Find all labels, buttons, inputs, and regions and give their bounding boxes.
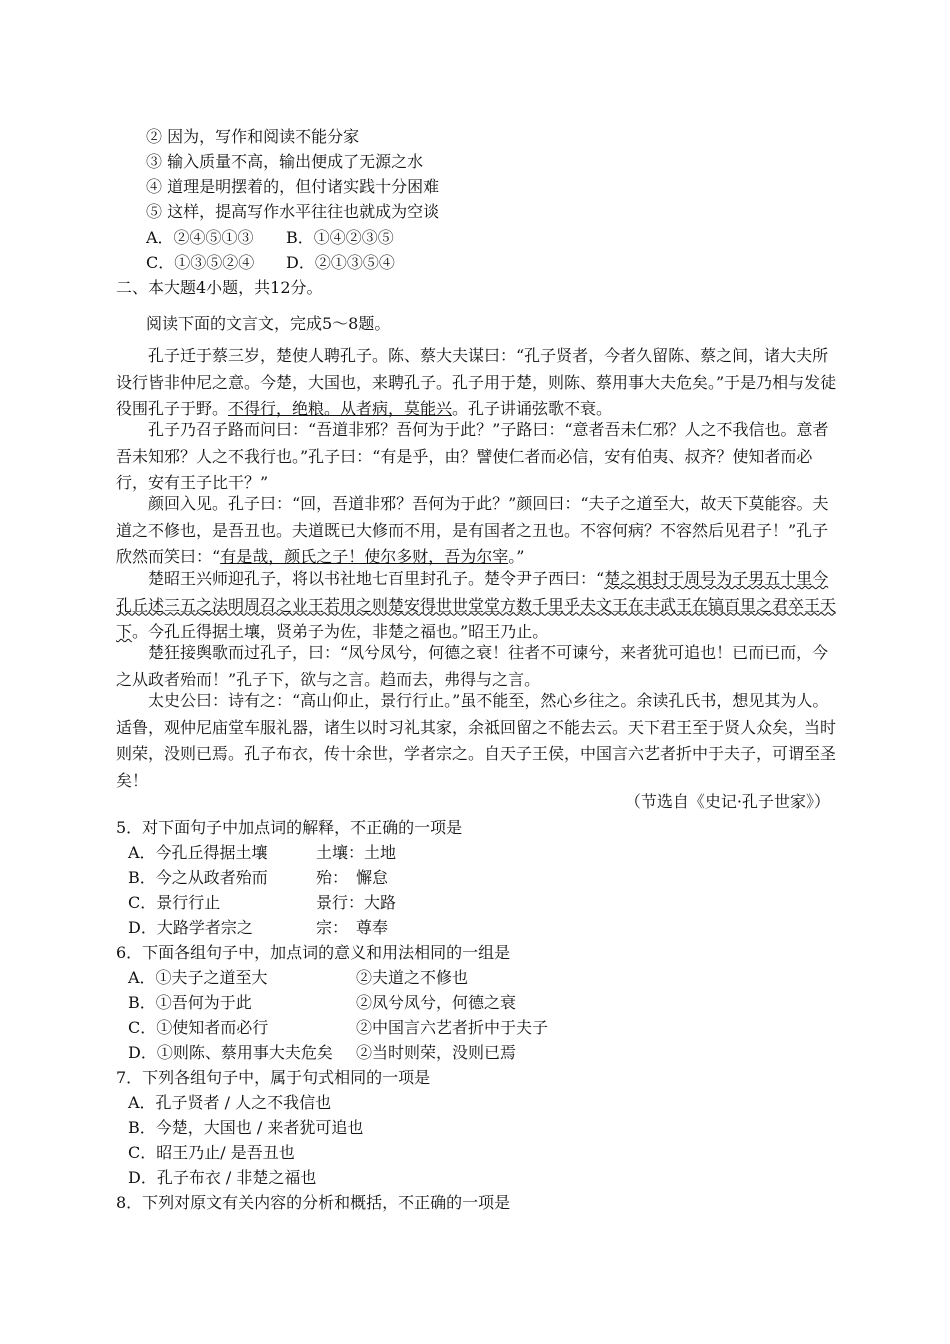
q7-option-b: B．今楚，大国也 / 来者犹可追也: [128, 1118, 364, 1137]
option-item-3: ③ 输入质量不高，输出便成了无源之水: [146, 152, 424, 171]
q4-option-d: D．②①③⑤④: [286, 253, 395, 272]
q7-option-c: C．昭王乃止/ 是吾丑也: [128, 1143, 295, 1162]
option-item-2: ② 因为，写作和阅读不能分家: [146, 127, 360, 146]
q4-option-b: B．①④②③⑤: [286, 228, 394, 247]
q5-stem: 5．对下面句子中加点词的解释，不正确的一项是: [116, 818, 463, 837]
q8-stem: 8．下列对原文有关内容的分析和概括，不正确的一项是: [116, 1193, 511, 1212]
q6-option-d: D．①则陈、蔡用事大夫危矣 ②当时则荣，没则已焉: [128, 1043, 517, 1062]
passage-paragraph-4: 楚昭王兴师迎孔子，将以书社地七百里封孔子。楚令尹子西曰：“楚之祖封于周号为子男五十里今孔丘述三五之法明周召之业王若用之则楚安得世世堂堂方数千里乎夫文王在丰武王在镐百里之君卒王天下。今孔丘得据土壤，贤弟子为佐，非楚之福也。”昭王乃止。: [116, 569, 837, 641]
q4-option-c: C．①③⑤②④: [146, 253, 255, 272]
wavy-underlined-passage: 楚之祖封于周号为子男五十里今孔丘述三五之法明周召之业王若用之则楚安得世世堂堂方数千里乎夫文王在丰武王在镐百里之君卒王天下: [116, 569, 837, 641]
q5-option-c: C．景行行止 景行：大路: [128, 893, 397, 912]
q5-option-d: D．大路学者宗之 宗： 尊奉: [128, 918, 389, 937]
q6-option-c: C．①使知者而必行 ②中国言六艺者折中于夫子: [128, 1018, 549, 1037]
passage-paragraph-5: 楚狂接舆歌而过孔子，曰：“凤兮凤兮，何德之衰！往者不可谏兮，来者犹可追也！已而已而，今之从政者殆而！”孔子下，欲与之言。趋而去，弗得与之言。: [116, 643, 829, 689]
q4-option-a: A．②④⑤①③: [146, 228, 254, 247]
q7-option-a: A．孔子贤者 / 人之不我信也: [128, 1093, 332, 1112]
underlined-sentence-2: 有是哉，颜氏之子！使尔多财，吾为尔宰: [220, 547, 509, 566]
section-title: 二、本大题4小题，共12分。: [116, 278, 323, 297]
option-item-5: ⑤ 这样，提高写作水平往往也就成为空谈: [146, 202, 440, 221]
q5-option-b: B．今之从政者殆而 殆： 懈怠: [128, 868, 389, 887]
q5-option-a: A．今孔丘得据土壤 土壤：土地: [128, 843, 397, 862]
passage-paragraph-1: 孔子迁于蔡三岁，楚使人聘孔子。陈、蔡大夫谋曰：“孔子贤者，今者久留陈、蔡之间，诸大夫所设行皆非仲尼之意。今楚，大国也，来聘孔子。孔子用于楚，则陈、蔡用事大夫危矣。”于是乃相与发徒役围孔子于野。不得行，绝粮。从者病，莫能兴。孔子讲诵弦歌不衰。: [116, 346, 837, 418]
passage-paragraph-3: 颜回入见。孔子曰：“回，吾道非邪？吾何为于此？”颜回曰：“夫子之道至大，故天下莫能容。夫道之不修也，是吾丑也。夫道既已大修而不用，是有国者之丑也。不容何病？不容然后见君子！”孔子欣然而笑曰：“有是哉，颜氏之子！使尔多财，吾为尔宰。”: [116, 494, 829, 566]
passage-paragraph-6: 太史公曰：诗有之：“高山仰止，景行行止。”虽不能至，然心乡往之。余读孔氏书，想见其为人。适鲁，观仲尼庙堂车服礼器，诸生以时习礼其家，余祗回留之不能去云。天下君王至于贤人众矣，当时则荣，没则已焉。孔子布衣，传十余世，学者宗之。自天子王侯，中国言六艺者折中于夫子，可谓至圣矣！: [116, 691, 837, 790]
reading-instruction: 阅读下面的文言文，完成5～8题。: [146, 314, 391, 333]
q7-stem: 7．下列各组句子中，属于句式相同的一项是: [116, 1068, 431, 1087]
q7-option-d: D．孔子布衣 / 非楚之福也: [128, 1168, 317, 1187]
option-item-4: ④ 道理是明摆着的，但付诸实践十分困难: [146, 177, 440, 196]
q6-stem: 6．下面各组句子中，加点词的意义和用法相同的一组是: [116, 943, 511, 962]
q6-option-a: A．①夫子之道至大 ②夫道之不修也: [128, 968, 469, 987]
underlined-sentence-1: 不得行，绝粮。从者病，莫能兴: [228, 399, 453, 418]
passage-paragraph-2: 孔子乃召子路而问曰：“吾道非邪？吾何为于此？”子路曰：“意者吾未仁邪？人之不我信也。意者吾未知邪？人之不我行也。”孔子曰：“有是乎，由？譬使仁者而必信，安有伯夷、叔齐？使知者而必行，安有王子比干？”: [116, 420, 829, 492]
source-citation: （节选自《史记·孔子世家》）: [624, 792, 830, 811]
q6-option-b: B．①吾何为于此 ②凤兮凤兮，何德之衰: [128, 993, 517, 1012]
